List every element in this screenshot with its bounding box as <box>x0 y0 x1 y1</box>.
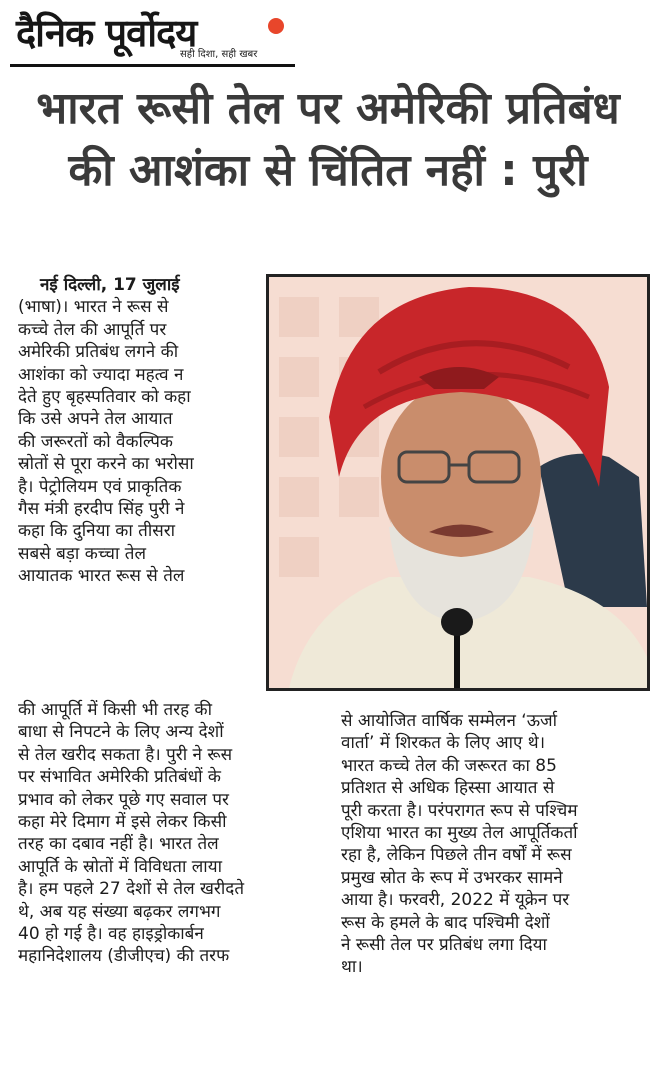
article-line: आशंका को ज्यादा महत्व न <box>18 364 184 385</box>
article-line: रूस के हमले के बाद पश्चिमी देशों <box>341 912 550 933</box>
article-line: भारत कच्चे तेल की जरूरत का 85 <box>341 755 557 776</box>
article-line: देते हुए बृहस्पतिवार को कहा <box>18 387 191 408</box>
article-line: रहा है, लेकिन पिछले तीन वर्षों में रूस <box>341 845 572 866</box>
article-line: आपूर्ति के स्रोतों में विविधता लाया <box>18 856 222 877</box>
article-line: कच्चे तेल की आपूर्ति पर <box>18 319 167 340</box>
article-line: से तेल खरीद सकता है। पुरी ने रूस <box>18 744 233 765</box>
article-line: स्रोतों से पूरा करने का भरोसा <box>18 454 194 475</box>
article-line: अमेरिकी प्रतिबंध लगने की <box>18 342 179 363</box>
article-line: की आपूर्ति में किसी भी तरह की <box>18 700 213 720</box>
headline <box>0 78 656 202</box>
newspaper-name: दैनिक पूर्वोदय <box>16 11 197 55</box>
article-line: कहा मेरे दिमाग में इसे लेकर किसी <box>18 812 227 833</box>
article-dateline: नई दिल्ली, 17 जुलाई <box>40 275 180 295</box>
article-line: है। हम पहले 27 देशों से तेल खरीदते <box>18 879 245 900</box>
article-line: सबसे बड़ा कच्चा तेल <box>18 543 146 564</box>
article-line: 40 हो गई है। वह हाइड्रोकार्बन <box>18 924 204 945</box>
article-line: एशिया भारत का मुख्य तेल आपूर्तिकर्ता <box>341 823 578 844</box>
article-line: बाधा से निपटने के लिए अन्य देशों <box>18 722 224 743</box>
portrait-photo-icon <box>269 277 647 688</box>
article-line: आया है। फरवरी, 2022 में यूक्रेन पर <box>341 890 570 911</box>
article-line: प्रमुख स्रोत के रूप में उभरकर सामने <box>341 867 563 888</box>
article-line: कि उसे अपने तेल आयात <box>18 409 173 430</box>
article-line: कहा कि दुनिया का तीसरा <box>18 521 176 542</box>
article-line: की जरूरतों को वैकल्पिक <box>18 431 173 452</box>
article-line: (भाषा)। भारत ने रूस से <box>18 297 169 318</box>
newspaper-tagline: सही दिशा, सही खबर <box>180 49 258 60</box>
article-column-1-bottom <box>18 699 324 968</box>
news-photo <box>266 274 650 691</box>
masthead-rule <box>10 64 295 67</box>
article-line: प्रतिशत से अधिक हिस्सा आयात से <box>341 778 555 799</box>
article-line: प्रभाव को लेकर पूछे गए सवाल पर <box>18 789 229 810</box>
article-line: से आयोजित वार्षिक सम्मेलन ‘ऊर्जा <box>341 711 558 731</box>
article-line: है। पेट्रोलियम एवं प्राकृतिक <box>18 476 182 497</box>
article-line: आयातक भारत रूस से तेल <box>18 566 185 587</box>
article-line: गैस मंत्री हरदीप सिंह पुरी ने <box>18 499 185 520</box>
article-line: थे, अब यह संख्या बढ़कर लगभग <box>18 901 221 922</box>
article-line: पूरी करता है। परंपरागत रूप से पश्चिम <box>341 800 578 821</box>
logo-dot-icon <box>268 18 284 34</box>
headline-line-1: भारत रूसी तेल पर अमेरिकी प्रतिबंध <box>36 83 620 134</box>
article-line: तरह का दबाव नहीं है। भारत तेल <box>18 834 219 855</box>
article-line: था। <box>341 957 363 978</box>
article-column-1-top <box>18 274 258 588</box>
headline-line-2: की आशंका से चिंतित नहीं : पुरी <box>68 145 588 196</box>
article-column-2 <box>341 710 647 979</box>
article-line: वार्ता’ में शिरकत के लिए आए थे। <box>341 733 546 754</box>
article-line: ने रूसी तेल पर प्रतिबंध लगा दिया <box>341 935 547 956</box>
article-line: महानिदेशालय (डीजीएच) की तरफ <box>18 946 230 967</box>
masthead <box>10 6 295 72</box>
article-line: पर संभावित अमेरिकी प्रतिबंधों के <box>18 767 221 788</box>
